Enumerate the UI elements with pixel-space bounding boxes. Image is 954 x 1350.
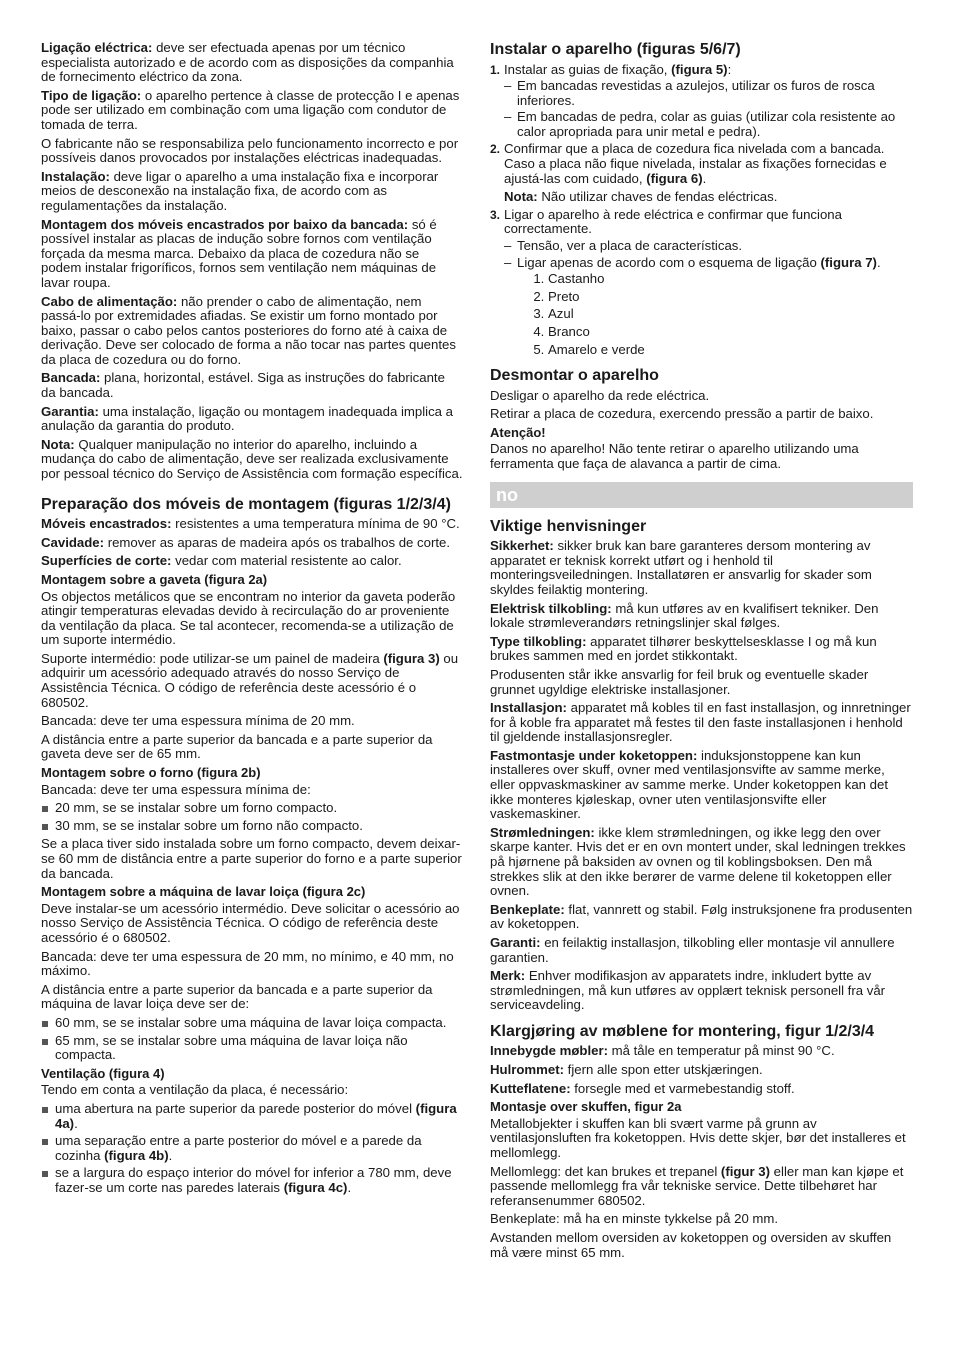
step-1: 1. Instalar as guias de fixação, (figura 5): – Em bancadas revestidas a azulejos, utilizar os furos de rosca inferiores. – Em bancadas de pedra, colar as guias (utilizar cola resistente ao calor apropriada para unir metal e pedra).	[490, 63, 913, 140]
list-item: – Ligar apenas de acordo com o esquema de ligação (figura 7).	[504, 256, 913, 271]
paragraph-type-tilkobling: Type tilkobling: apparatet tilhører beskyttelsesklasse I og må kun brukes sammen med en jordet stikkontakt.	[490, 633, 877, 664]
list-item: – Tensão, ver a placa de características.	[504, 239, 913, 254]
paragraph-forno-compacto: Se a placa tiver sido instalada sobre um forno compacto, devem deixar-se 60 mm de distância entre a parte superior do forno e a parte superior da bancada.	[41, 836, 462, 881]
heading-atencao: Atenção!	[490, 424, 546, 440]
list-item: se a largura do espaço interior do móvel for inferior a 780 mm, deve fazer-se um corte nas paredes laterais (figura 4c).	[41, 1166, 463, 1195]
list-item: uma abertura na parte superior da parede posterior do móvel (figura 4a).	[41, 1102, 463, 1131]
heading-gaveta: Montagem sobre a gaveta (figura 2a)	[41, 571, 268, 587]
heading-instalar: Instalar o aparelho (figuras 5/6/7)	[490, 41, 741, 58]
steps-instalar	[490, 63, 913, 358]
paragraph-garantia: Garantia: uma instalação, ligação ou montagem inadequada implica a anulação da garantia do produto.	[41, 403, 453, 434]
paragraph-distancia-maquina: A distância entre a parte superior da bancada e a parte superior da máquina de lavar loiça deve ser de:	[41, 981, 433, 1012]
heading-klargjoring: Klargjøring av møblene for montering, figur 1/2/3/4	[490, 1022, 875, 1040]
paragraph-metallobjekter: Metallobjekter i skuffen kan bli svært varme på grunn av ventilasjonsluften fra koketoppen. Hvis dette skjer, bør det installeres et mellomlegg.	[490, 1115, 906, 1161]
heading-desmontar: Desmontar o aparelho	[490, 367, 659, 385]
paragraph-distancia-gaveta: A distância entre a parte superior da bancada e a parte superior da gaveta deve ser de 65 mm.	[41, 731, 433, 762]
heading-ventilacao: Ventilação (figura 4)	[41, 1065, 165, 1081]
list-item: 5. Amarelo e verde	[548, 343, 913, 358]
paragraph-bancada-forno: Bancada: deve ter uma espessura mínima de:	[41, 781, 311, 797]
step-1-sublist	[504, 79, 913, 139]
paragraph-ventilacao: Tendo em conta a ventilação da placa, é necessário:	[41, 1082, 349, 1098]
list-item: 20 mm, se se instalar sobre um forno compacto.	[41, 801, 463, 816]
paragraph-nota: Nota: Qualquer manipulação no interior do aparelho, incluindo a mudança do cabo de alimentação, deve ser realizada exclusivamente por pessoal técnico do Serviço de Assistência com formação específica.	[41, 436, 463, 482]
paragraph-superficies: Superfícies de corte: vedar com material resistente ao calor.	[41, 553, 402, 569]
list-item: 3. Azul	[548, 307, 913, 322]
heading-maquina: Montagem sobre a máquina de lavar loiça (figura 2c)	[41, 884, 366, 900]
paragraph-tipo-ligacao: Tipo de ligação: o aparelho pertence à classe de protecção I e apenas pode ser utilizado em combinação com uma ligação com condutor de tomada de terra.	[41, 87, 460, 132]
paragraph-produsenten: Produsenten står ikke ansvarlig for feil bruk og eventuelle skader grunnet ugyldige elektriske installasjoner.	[490, 666, 869, 697]
paragraph-bancada: Bancada: plana, horizontal, estável. Siga as instruções do fabricante da bancada.	[41, 370, 445, 401]
paragraph-danos: Danos no aparelho! Não tente retirar o aparelho utilizando uma ferramenta que faça de alavanca a partir de cima.	[490, 441, 859, 472]
paragraph-bancada-espessura: Bancada: deve ter uma espessura mínima de 20 mm.	[41, 713, 355, 729]
paragraph-bancada-maquina: Bancada: deve ter uma espessura de 20 mm, no mínimo, e 40 mm, no máximo.	[41, 948, 454, 979]
spacer	[41, 486, 463, 496]
heading-forno: Montagem sobre o forno (figura 2b)	[41, 765, 261, 781]
paragraph-ligacao: Ligação eléctrica: deve ser efectuada apenas por um técnico especialista autorizado e de acordo com as disposições da companhia de fornecimento eléctrico da zona.	[41, 40, 454, 85]
paragraph-instalacao: Instalação: deve ligar o aparelho a uma instalação fixa e incorporar meios de desconexão na instalação fixa, de acordo com as regulamentações da instalação.	[41, 168, 439, 213]
paragraph-benkeplate-tykkelse: Benkeplate: må ha en minste tykkelse på 20 mm.	[490, 1211, 779, 1227]
step-3-sublist	[504, 239, 913, 270]
list-ventilacao	[41, 1102, 463, 1196]
paragraph-acessorio: Deve instalar-se um acessório intermédio. Deve solicitar o acessório ao nosso Serviço de Assistência Técnica. O código de referência deste acessório é o 680502.	[41, 900, 460, 945]
paragraph-fastmontasje: Fastmontasje under koketoppen: induksjonstoppene kan kun installeres over skuff, ovner med ventilasjonsvifte av samme merke, eller oppvaskmaskiner av samme merke. Under koketoppen kan det ikke monteres kjøleskap, ovner uten ventilasjonsvifte eller vaskemaskiner.	[490, 747, 889, 822]
paragraph-benkeplate: Benkeplate: flat, vannrett og stabil. Følg instruksjonene fra produsenten av koketoppen.	[490, 901, 913, 932]
paragraph-objectos: Os objectos metálicos que se encontram no interior da gaveta poderão atingir temperaturas elevadas devido à recirculação do ar proveniente da ventilação da placa. Se tal acontecer, recomenda-se a utilização de um suporte intermédio.	[41, 588, 456, 648]
list-item: 60 mm, se se instalar sobre uma máquina de lavar loiça compacta.	[41, 1016, 463, 1031]
paragraph-avstanden: Avstanden mellom oversiden av koketoppen og oversiden av skuffen må være minst 65 mm.	[490, 1230, 892, 1260]
left-column	[41, 41, 463, 1199]
paragraph-installasjon: Installasjon: apparatet må kobles til en fast installasjon, og innretninger for å koble fra apparatet må festes til den faste installasjonen i henhold til gjeldende installasjonsregler.	[490, 700, 911, 745]
paragraph-cavidade: Cavidade: remover as aparas de madeira após os trabalhos de corte.	[41, 534, 451, 550]
paragraph-kutteflatene: Kutteflatene: forsegle med et varmebestandig stoff.	[490, 1080, 795, 1096]
paragraph-retirar: Retirar a placa de cozedura, exercendo pressão a partir de baixo.	[490, 406, 874, 422]
heading-preparacao: Preparação dos móveis de montagem (figuras 1/2/3/4)	[41, 495, 451, 513]
paragraph-garanti: Garanti: en feilaktig installasjon, tilkobling eller montasje vil annullere garantien.	[490, 935, 895, 965]
paragraph-moveis-encastrados: Móveis encastrados: resistentes a uma temperatura mínima de 90 °C.	[41, 516, 460, 532]
paragraph-fabricante: O fabricante não se responsabiliza pelo funcionamento incorrecto e por possíveis danos provocados por instalações eléctricas inadequadas.	[41, 135, 459, 166]
paragraph-elektrisk: Elektrisk tilkobling: må kun utføres av en kvalifisert tekniker. Den lokale strømleverandørs retningslinjer skal følges.	[490, 600, 879, 631]
heading-skuff: Montasje over skuffen, figur 2a	[490, 1099, 682, 1115]
paragraph-sikkerhet: Sikkerhet: sikker bruk kan bare garanteres dersom montering av apparatet er teknisk korrekt utført og i henhold til monteringsveiledningen. Installatøren er ansvarlig for skader som skyldes feilaktig montering.	[490, 538, 872, 597]
list-item: uma separação entre a parte posterior do móvel e a parede da cozinha (figura 4b).	[41, 1134, 463, 1163]
list-item: 2. Preto	[548, 290, 913, 305]
paragraph-cabo: Cabo de alimentação: não prender o cabo de alimentação, nem passá-lo por extremidades afiadas. Se existir um forno montado por baixo, passar o cabo pelos cantos posteriores do forno até à caixa de derivação. Deve ser colocado de forma a não tocar nas partes quentes da placa de cozedura ou do forno.	[41, 293, 456, 367]
list-item: 4. Branco	[548, 325, 913, 340]
list-forno	[41, 801, 463, 833]
paragraph-merk: Merk: Enhver modifikasjon av apparatets indre, inkludert bytte av strømledningen, må kun utføres av opplært teknisk personell fra vår serviceavdeling.	[490, 968, 886, 1013]
paragraph-innebygde: Innebygde møbler: må tåle en temperatur på minst 90 °C.	[490, 1043, 835, 1059]
paragraph-suporte: Suporte intermédio: pode utilizar-se um painel de madeira (figura 3) ou adquirir um acessório adequado através do nosso Serviço de Assistência Técnica. O código de referência deste acessório é o 680502.	[41, 650, 459, 710]
step-2-note: Nota: Não utilizar chaves de fendas eléctricas.	[504, 189, 778, 205]
paragraph-hulrommet: Hulrommet: fjern alle spon etter utskjæringen.	[490, 1062, 763, 1078]
paragraph-mellomlegg: Mellomlegg: det kan brukes et trepanel (figur 3) eller man kan kjøpe et passende mellomlegg fra vår tekniske service. Dette tilbehøret har referansenummer 680502.	[490, 1163, 904, 1208]
list-item: 65 mm, se se instalar sobre uma máquina de lavar loiça não compacta.	[41, 1034, 463, 1063]
paragraph-stromledningen: Strømledningen: ikke klem strømledningen, og ikke legg den over skarpe kanter. Hvis det er en ovn montert under, skal ledningen trekkes på hjørnene på baksiden av ovnen og til koblingsboksen. Den må strekkes slik at den ikke berører de varme delene til koketoppen eller ovnen.	[490, 824, 906, 899]
step-2: 2. Confirmar que a placa de cozedura fica nivelada com a bancada. Caso a placa não fique nivelada, instalar as fixações fornecidas e ajustá-las com cuidado, (figura 6). Nota: Não utilizar chaves de fendas eléctricas.	[490, 142, 913, 204]
paragraph-desligar: Desligar o aparelho da rede eléctrica.	[490, 387, 710, 403]
list-item: – Em bancadas de pedra, colar as guias (utilizar cola resistente ao calor apropriada para unir metal e pedra).	[504, 110, 913, 139]
list-item: 30 mm, se se instalar sobre um forno não compacto.	[41, 819, 463, 834]
list-maquina	[41, 1016, 463, 1063]
language-bar-no: no	[490, 482, 913, 508]
paragraph-montagem-moveis: Montagem dos móveis encastrados por baixo da bancada: só é possível instalar as placas de indução sobre fornos com ventilação forçada da mesma marca. Debaixo da placa de cozedura não se podem instalar frigoríficos, fornos sem ventilação nem máquinas de lavar roupa.	[41, 216, 437, 290]
heading-viktige: Viktige henvisninger	[490, 517, 647, 535]
right-column	[490, 41, 913, 1264]
list-item: 1. Castanho	[548, 272, 913, 287]
wire-color-list	[504, 272, 913, 357]
step-3: 3. Ligar o aparelho à rede eléctrica e confirmar que funciona correctamente. – Tensão, ver a placa de características. – Ligar apenas de acordo com o esquema de ligação (figura 7). 1. Castanho 2. Preto 3. Azul 4. Branco 5. Amarelo e verde	[490, 208, 913, 357]
list-item: – Em bancadas revestidas a azulejos, utilizar os furos de rosca inferiores.	[504, 79, 913, 108]
